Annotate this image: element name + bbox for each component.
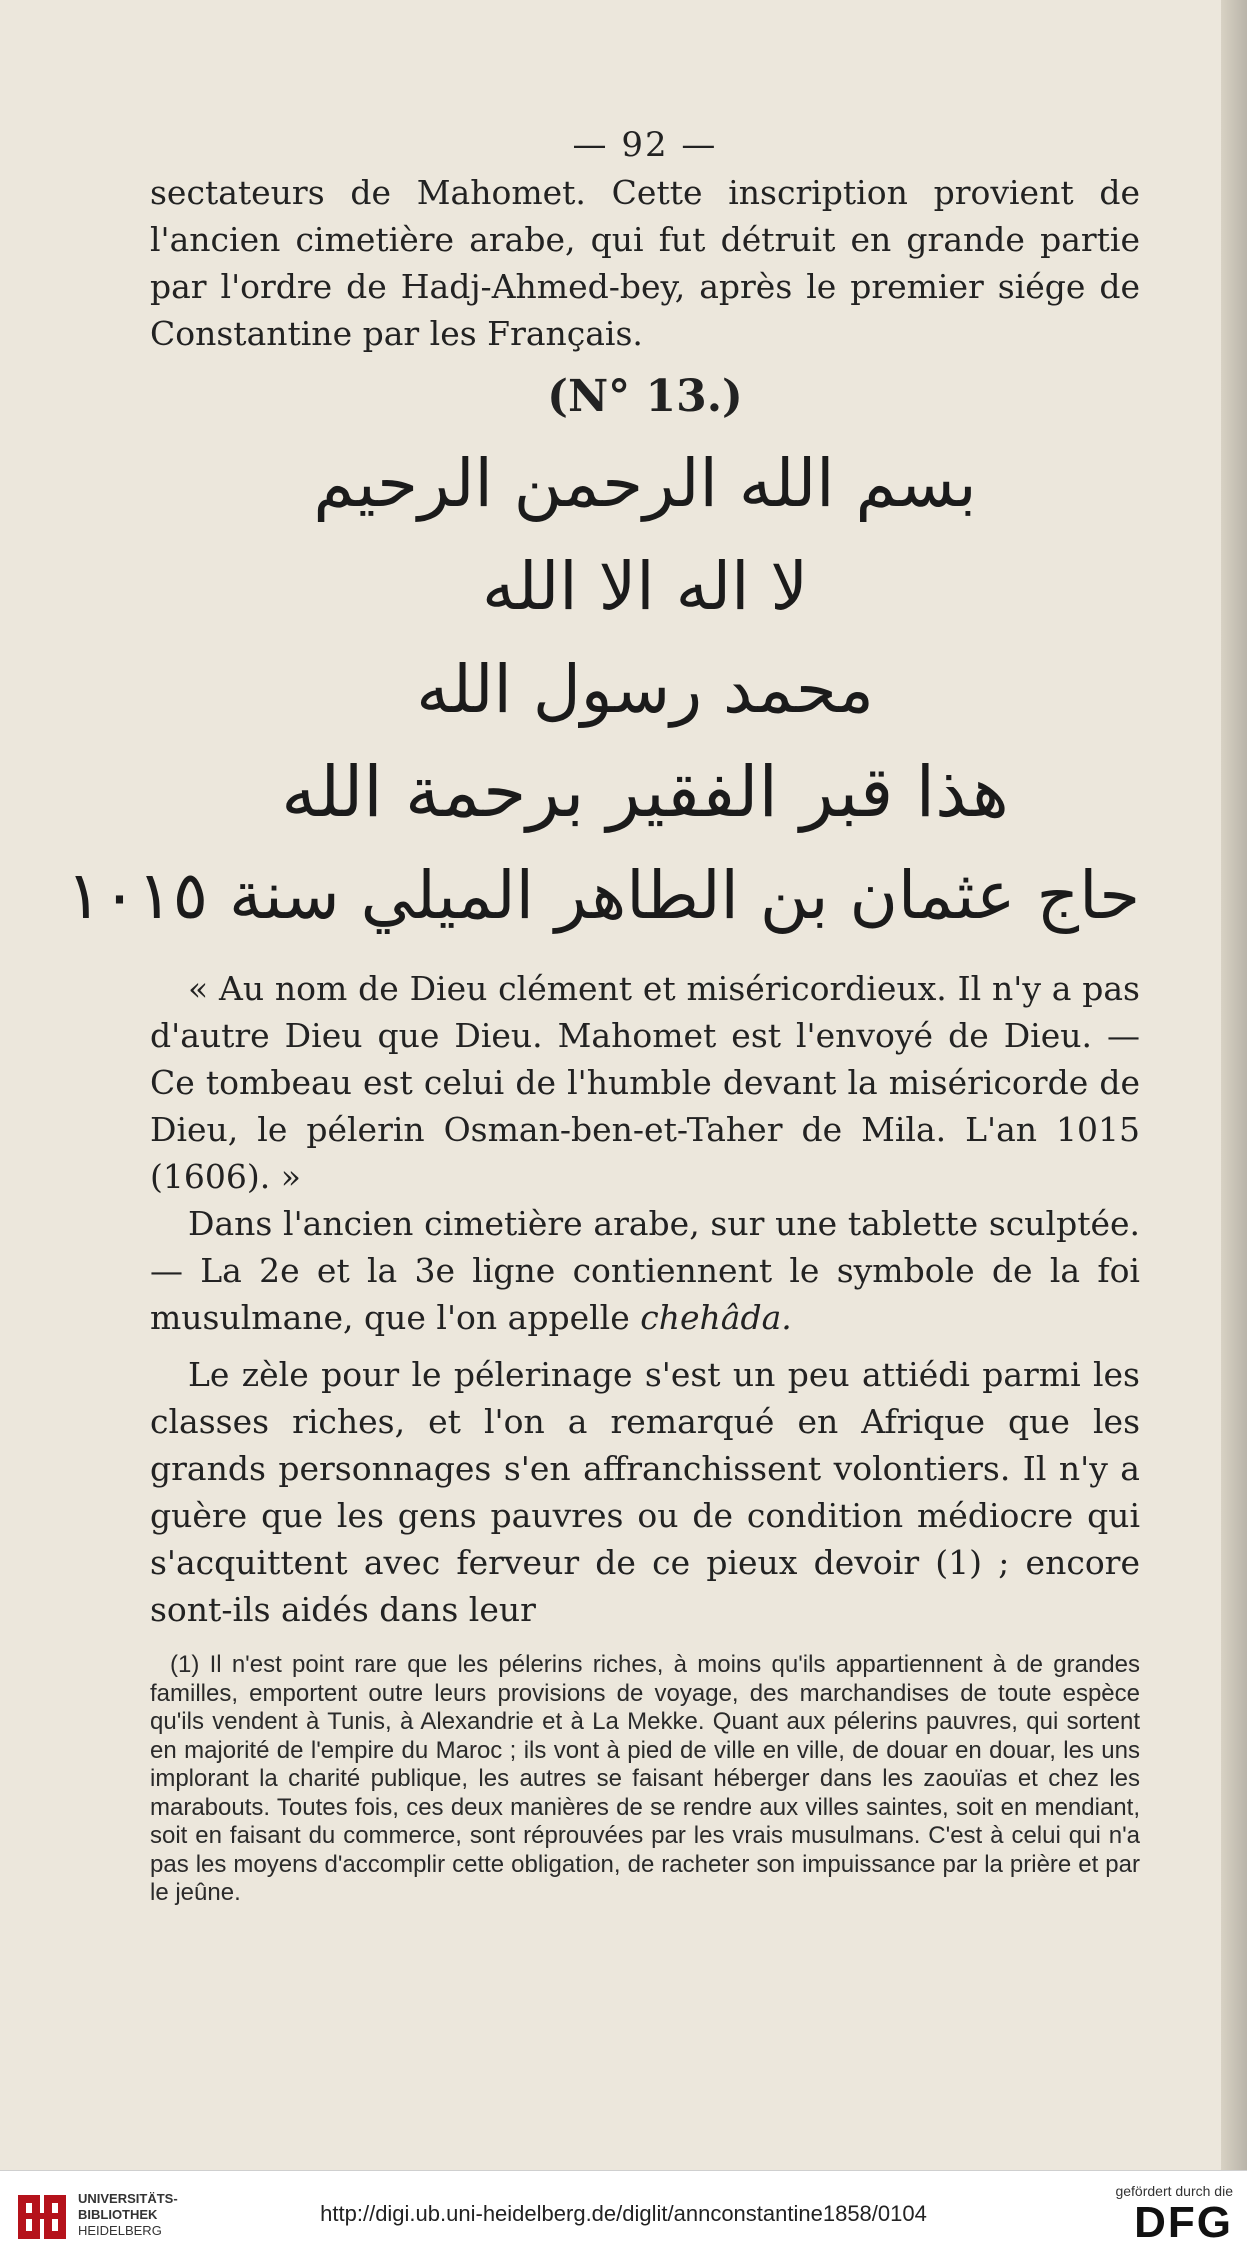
arabic-line: محمد رسول الله [416, 651, 874, 728]
arabic-inscription [66, 432, 1140, 947]
library-name-line: UNIVERSITÄTS- [78, 2191, 178, 2206]
intro-line: sectateurs de Mahomet. Cette inscription provient de l'ancien [150, 173, 1140, 259]
dfg-logo[interactable]: DFG [1134, 2198, 1233, 2247]
translation-paragraph [150, 965, 1140, 1200]
note-paragraph [150, 1200, 1140, 1341]
translation-line: tombeau est celui de l'humble devant la miséricorde de Dieu, [150, 1063, 1140, 1149]
intro-line: par les Français. [362, 314, 643, 353]
digital-copy-url[interactable]: http://digi.ub.uni-heidelberg.de/diglit/annconstantine1858/0104 [320, 2201, 927, 2226]
arabic-line: بسم الله الرحمن الرحيم [313, 445, 977, 522]
library-name-line: HEIDELBERG [78, 2223, 162, 2238]
funding-note: gefördert durch die [1115, 2183, 1233, 2199]
funding-credit [1083, 2183, 1233, 2247]
page-number: — 92 — [572, 125, 718, 165]
intro-paragraph [150, 169, 1140, 357]
intro-line: cimetière arabe, qui fut détruit en grande partie par l'ordre [150, 220, 1140, 306]
translation-line: d'autre Dieu que Dieu. Mahomet est l'envoyé de Dieu. — Ce [150, 1016, 1140, 1102]
text-block [66, 125, 1140, 1908]
library-name-line: BIBLIOTHEK [78, 2207, 158, 2222]
footer-bar [0, 2170, 1247, 2264]
page-edge [1221, 0, 1247, 2170]
note-term: chehâda. [640, 1298, 792, 1337]
body-paragraph: Le zèle pour le pélerinage s'est un peu attiédi parmi les classes riches, et l'on a remarqué en Afrique que les grands personnages s'en affranchissent volontiers. Il n'y a guère que les gens pauvres ou de condition médiocre qui s'acquittent avec ferveur de ce pieux devoir (1) ; encore sont-ils aidés dans leur [150, 1355, 1140, 1629]
intro-line: de Hadj-Ahmed-bey, après le premier siége de Constantine [150, 267, 1140, 353]
note-text: Dans l'ancien cimetière arabe, sur une tablette sculptée. — La 2e et la 3e ligne contiennent le symbole de la foi musulmane, que l'on appelle [150, 1204, 1140, 1337]
footnote-text: (1) Il n'est point rare que les pélerins riches, à moins qu'ils appartiennent à de grandes familles, emportent outre leurs provisions de voyage, des marchandises de toute espèce qu'ils vendent à Tunis, à Alexandrie et à La Mekke. Quant aux pélerins pauvres, qui sortent en majorité de l'empire du Maroc ; ils vont à pied de ville en ville, de douar en douar, les uns implorant la charité publique, les autres se faisant héberger dans les zaouïas et chez les marabouts. Toutes fois, ces deux manières de se rendre aux villes saintes, soit en mendiant, soit en faisant du commerce, sont réprouvées par les vrais musulmans. C'est à celui qui n'a pas les moyens d'accomplir cette obligation, de racheter son impuissance par la prière et par le jeûne. [150, 1651, 1140, 1906]
arabic-line: لا اله الا الله [481, 548, 809, 625]
translation-line: le pélerin Osman-ben-et-Taher de Mila. L'an 1015 (1606). » [150, 1110, 1140, 1196]
footnote [150, 1651, 1140, 1908]
translation-line: « Au nom de Dieu clément et miséricordieux. Il n'y a pas [188, 969, 1140, 1008]
inscription-number: (N° 13.) [547, 371, 743, 422]
arabic-line: حاج عثمان بن الطاهر الميلي سنة ١٠١٥ [66, 857, 1140, 934]
arabic-line: هذا قبر الفقير برحمة الله [281, 751, 1009, 833]
